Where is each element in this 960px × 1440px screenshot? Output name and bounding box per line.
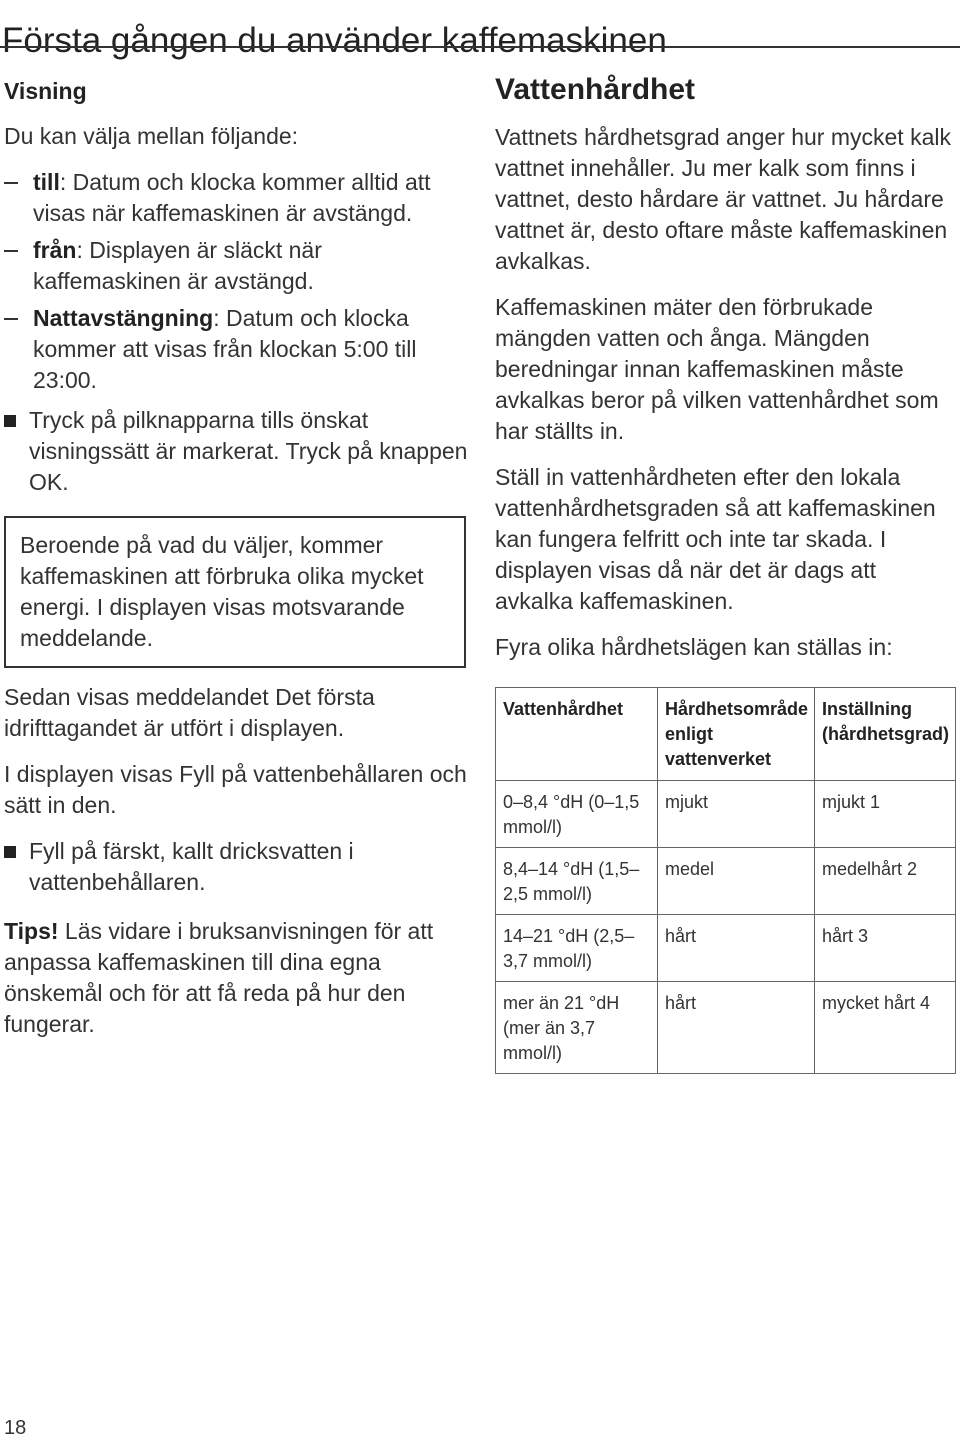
paragraph: Ställ in vattenhårdheten efter den lokala vattenhårdhetsgraden så att kaffemaskinen kan fungera felfritt och inte tar skada. I displayen visas då när det är dags att avkalka kaffemaskinen. xyxy=(495,464,936,614)
dash-icon xyxy=(4,250,18,252)
paragraph: Fyra olika hårdhetslägen kan ställas in: xyxy=(495,634,893,660)
paragraph: Vattnets hårdhetsgrad anger hur mycket kalk vattnet innehåller. Ju mer kalk som finns i vattnet, desto hårdare är vattnet. Ju hårdare vattnet är, desto oftare måste kaffemaskinen avkalkas. xyxy=(495,124,951,274)
table-row xyxy=(496,848,956,915)
option-term: till xyxy=(33,169,60,195)
table-cell: 0–8,4 °dH (0–1,5 mmol/l) xyxy=(496,781,658,848)
table-cell: mer än 21 °dH (mer än 3,7 mmol/l) xyxy=(496,982,658,1074)
table-cell: hårt xyxy=(657,915,814,982)
page-number: 18 xyxy=(4,1417,27,1439)
table-cell: medel xyxy=(657,848,814,915)
note-box xyxy=(4,516,466,668)
paragraph: Sedan visas meddelandet Det första idrifttagandet är utfört i displayen. xyxy=(4,684,375,741)
options-intro: Du kan välja mellan följande: xyxy=(4,123,299,149)
dash-icon xyxy=(4,318,18,320)
table-cell: mycket hårt 4 xyxy=(815,982,956,1074)
table-cell: mjukt xyxy=(657,781,814,848)
note-text: Beroende på vad du väljer, kommer kaffemaskinen att förbruka olika mycket energi. I displayen visas motsvarande meddelande. xyxy=(20,532,424,651)
option-text: : Datum och klocka kommer att visas från klockan 5:00 till 23:00. xyxy=(33,305,417,393)
option-term: från xyxy=(33,237,77,263)
action-step xyxy=(4,405,474,498)
table-cell: hårt xyxy=(657,982,814,1074)
list-item xyxy=(4,167,474,229)
dash-icon xyxy=(4,182,18,184)
tips-text: Läs vidare i bruksanvisningen för att anpassa kaffemaskinen till dina egna önskemål och för att få reda på hur den fungerar. xyxy=(4,918,434,1037)
square-bullet-icon xyxy=(4,846,16,858)
paragraph: I displayen visas Fyll på vattenbehållaren och sätt in den. xyxy=(4,761,467,818)
column-header: Inställning (hårdhetsgrad) xyxy=(815,688,956,781)
page-title: Första gången du använder kaffemaskinen xyxy=(2,21,667,61)
table-row xyxy=(496,915,956,982)
table-header-row xyxy=(496,688,956,781)
display-heading: Visning xyxy=(4,78,87,104)
option-text: : Displayen är släckt när kaffemaskinen är avstängd. xyxy=(33,237,322,294)
action-text: Fyll på färskt, kallt dricksvatten i vattenbehållaren. xyxy=(29,838,354,895)
table-row xyxy=(496,982,956,1074)
table-cell: mjukt 1 xyxy=(815,781,956,848)
action-text: Tryck på pilknapparna tills önskat visningssätt är markerat. Tryck på knappen OK. xyxy=(29,407,468,495)
left-column xyxy=(4,76,474,1055)
action-step xyxy=(4,836,474,898)
table-cell: 14–21 °dH (2,5–3,7 mmol/l) xyxy=(496,915,658,982)
tips-paragraph xyxy=(4,916,474,1040)
table-row xyxy=(496,781,956,848)
table-cell: hårt 3 xyxy=(815,915,956,982)
list-item xyxy=(4,235,474,297)
table-cell: 8,4–14 °dH (1,5–2,5 mmol/l) xyxy=(496,848,658,915)
table-cell: medelhårt 2 xyxy=(815,848,956,915)
display-options-list xyxy=(4,167,474,396)
list-item xyxy=(4,303,474,396)
column-header: Vattenhårdhet xyxy=(496,688,658,781)
right-column xyxy=(495,72,958,1074)
option-term: Nattavstängning xyxy=(33,305,214,331)
hardness-table xyxy=(495,687,956,1074)
option-text: : Datum och klocka kommer alltid att visas när kaffemaskinen är avstängd. xyxy=(33,169,431,226)
water-hardness-heading: Vattenhårdhet xyxy=(495,73,696,106)
square-bullet-icon xyxy=(4,415,16,427)
tips-label: Tips! xyxy=(4,918,59,944)
paragraph: Kaffemaskinen mäter den förbrukade mängden vatten och ånga. Mängden beredningar innan kaffemaskinen måste avkalkas beror på vilken vattenhårdhet som har ställts in. xyxy=(495,294,939,444)
title-divider xyxy=(0,46,960,48)
column-header: Hårdhetsområde enligt vattenverket xyxy=(657,688,814,781)
